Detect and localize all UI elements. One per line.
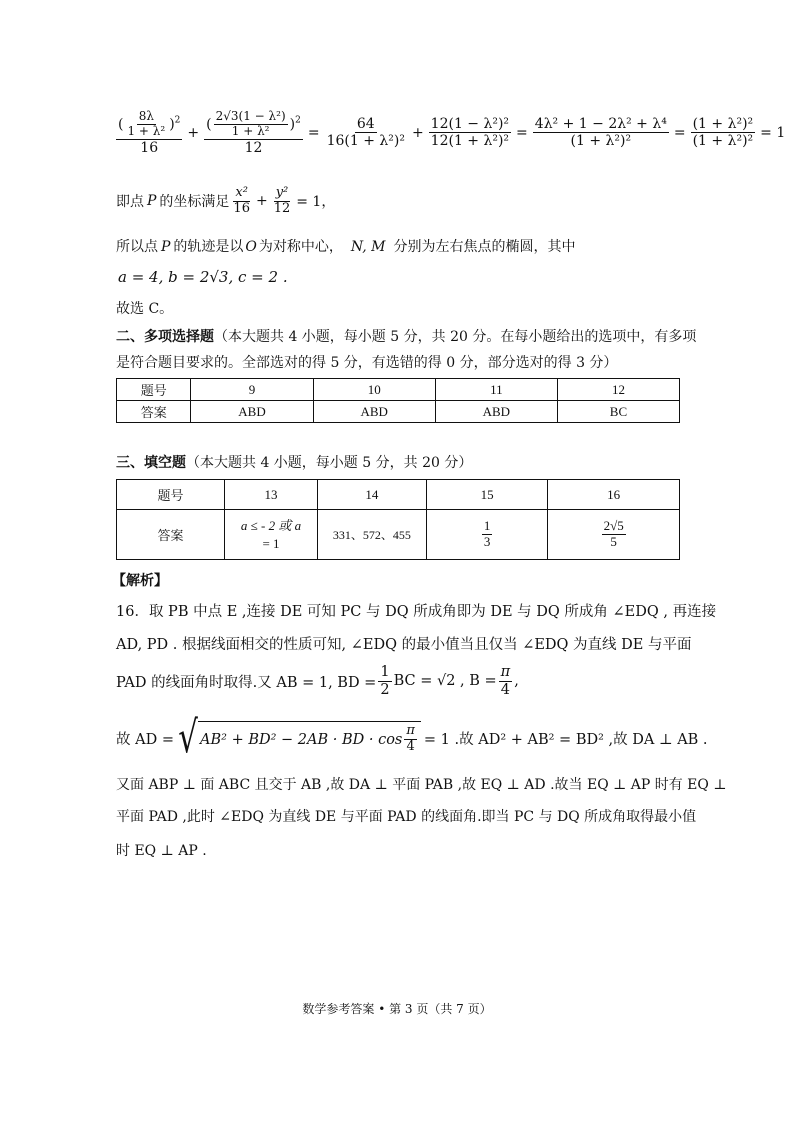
- row-header-label: 题号: [117, 480, 225, 510]
- term1-inner-num: 8λ: [138, 109, 154, 123]
- eq-result: = 1: [760, 124, 786, 141]
- line-locus: [116, 236, 576, 256]
- section2-heading: 二、多项选择题: [116, 329, 214, 345]
- f4-den: (1 + λ²)²: [692, 133, 754, 150]
- section2-desc2: 是符合题目要求的。全部选对的得 5 分，有选错的得 0 分，部分选对的得 3 分）: [116, 355, 618, 371]
- section2-table: [116, 378, 680, 423]
- text: 为对称中心，: [258, 239, 343, 255]
- analysis-p1: 16．取 PB 中点 E ,连接 DE 可知 PC 与 DQ 所成角即为 DE 与 DQ 所成角 ∠EDQ , 再连接: [116, 604, 717, 620]
- text: BC = √2 , B =: [393, 673, 497, 690]
- half-den: 2: [380, 681, 390, 698]
- table-row: [117, 401, 680, 423]
- pi-num: π: [406, 723, 415, 739]
- section3-heading: 三、填空题: [116, 455, 186, 471]
- analysis-p6: 平面 PAD ,此时 ∠EDQ 为直线 DE 与平面 PAD 的线面角.即当 PC 与 DQ 所成角取得最小值: [116, 809, 697, 825]
- row-header-label: 题号: [117, 379, 191, 401]
- q-number: 16: [548, 480, 680, 510]
- q-number: 15: [426, 480, 547, 510]
- q-number: 13: [225, 480, 318, 510]
- answer-cell-13: [225, 510, 318, 560]
- pi-num: π: [500, 664, 511, 680]
- analysis-p5: 又面 ABP ⊥ 面 ABC 且交于 AB ,故 DA ⊥ 平面 PAB ,故 EQ ⊥ AD .故当 EQ ⊥ AP 时有 EQ ⊥: [116, 777, 727, 793]
- table-row: [117, 379, 680, 401]
- a15-num: 1: [483, 518, 491, 534]
- answer-cell: ABD: [435, 401, 557, 423]
- f3-den: (1 + λ²)²: [570, 133, 632, 150]
- term1: ( $\frac{8\lambda}{\text{1 + λ²}}$ )$^2$ 16: [118, 109, 181, 156]
- page-footer: 数学参考答案 • 第 3 页（共 7 页）: [302, 1002, 492, 1016]
- x-num: x²: [235, 185, 248, 200]
- answer-cell-15: [426, 510, 547, 560]
- text: 故 AD =: [116, 731, 174, 748]
- sqrt-expression: √ AB² + BD² − 2AB · BD · cos $\frac{\pi}{4}$: [174, 716, 421, 760]
- y-num: y²: [275, 185, 289, 200]
- line-abc: a = 4, b = 2√3, c = 2 .: [118, 268, 288, 286]
- answer-cell: ABD: [313, 401, 435, 423]
- var-o: O: [245, 239, 257, 255]
- root-body: AB² + BD² − 2AB · BD · cos: [200, 731, 403, 748]
- pi-den: 4: [500, 681, 511, 698]
- text: = 1 .故 AD² + AB² = BD² ,故 DA ⊥ AB .: [423, 731, 708, 748]
- q-number: 10: [313, 379, 435, 401]
- section3-desc: （本大题共 4 小题，每小题 5 分，共 20 分）: [186, 455, 473, 471]
- term1-den: 16: [140, 139, 159, 156]
- text: 分别为左右焦点的椭圆，其中: [393, 239, 576, 255]
- half-num: 1: [380, 664, 390, 680]
- a13-line2: = 1: [262, 535, 280, 551]
- row-answer-label: 答案: [117, 401, 191, 423]
- analysis-p3: [116, 664, 519, 698]
- f2-num: 12(1 − λ²)²: [430, 116, 510, 133]
- q-number: 11: [435, 379, 557, 401]
- section3-table: [116, 479, 680, 560]
- var-p: P: [147, 193, 157, 210]
- text: = 1，: [296, 194, 336, 211]
- text: 的轨迹是以: [173, 239, 244, 255]
- y-den: 12: [273, 200, 291, 216]
- term2-den: 12: [244, 139, 263, 156]
- text: PAD 的线面角时取得.又 AB = 1, BD =: [116, 674, 377, 691]
- analysis-p2: AD, PD . 根据线面相交的性质可知, ∠EDQ 的最小值当且仅当 ∠EDQ 为直线 DE 与平面: [116, 637, 692, 653]
- answer-cell: BC: [557, 401, 679, 423]
- table-row: [117, 480, 680, 510]
- answer-cell-16: [548, 510, 680, 560]
- line-choice: 故选 C。: [116, 301, 174, 317]
- section2-desc1: （本大题共 4 小题，每小题 5 分，共 20 分。在每小题给出的选项中，有多项: [214, 329, 697, 345]
- term2: ( $\frac{\text{2√3(1 − λ²)}}{\text{1 + λ²}}$ )$^2$ 12: [206, 109, 301, 156]
- var-p: P: [161, 239, 171, 255]
- text: 所以点: [116, 239, 158, 255]
- section3-line: [116, 452, 472, 472]
- analysis-p4: [116, 712, 708, 763]
- term2-inner-num: 2√3(1 − λ²): [215, 109, 286, 123]
- a13-line1: a ≤ - 2 或 a: [240, 517, 302, 533]
- line-p-coord: 即点 P 的坐标满足 $\frac{\text{x²}}{16}$ + $\frac{\text{y²}}{12}$ = 1，: [116, 185, 336, 216]
- a16-num: 2√5: [603, 518, 624, 534]
- row-answer-label: 答案: [117, 510, 225, 560]
- answer-cell: ABD: [191, 401, 313, 423]
- f3-num: 4λ² + 1 − 2λ² + λ⁴: [534, 116, 667, 133]
- a16-den: 5: [610, 534, 617, 549]
- equation-top: ( $\frac{8\lambda}{\text{1 + λ²}}$ )$^2$ 16 + ( $\frac{\text{2√3(1 − λ²)}}{\text{1 + λ²}}$ )$^2$ 12 = $\frac{64}{\text{16(1 + λ²)²}}$ + $\frac{\text{12(1 − λ²)²}}{\text{12(1 + λ²)²}}$ = $\frac{\text{4λ² + 1 − 2λ² + λ⁴}}{\text{(1 + λ²)²}}$ = $\frac{\text{(1 + λ²)²}}{\text{(1 + λ²)²}}$ = 1: [118, 109, 786, 156]
- q-number: 14: [317, 480, 426, 510]
- term2-inner-den: 1 + λ²: [231, 123, 270, 138]
- text: 的坐标满足: [159, 194, 230, 211]
- f4-num: (1 + λ²)²: [692, 116, 754, 133]
- f1-den: 16(1 + λ²)²: [326, 133, 405, 150]
- analysis-p7: 时 EQ ⊥ AP .: [116, 843, 207, 859]
- q-number: 12: [557, 379, 679, 401]
- x-den: 16: [233, 200, 250, 216]
- text: ,: [514, 673, 519, 690]
- q-number: 9: [191, 379, 313, 401]
- var-nm: N, M: [350, 239, 386, 255]
- section2-line1: [116, 326, 696, 346]
- f1-num: 64: [356, 116, 375, 133]
- a15-den: 3: [483, 534, 491, 549]
- text: 即点: [116, 194, 144, 211]
- table-row: [117, 510, 680, 560]
- analysis-label: 【解析】: [112, 573, 168, 589]
- term1-inner-den: 1 + λ²: [127, 123, 166, 138]
- answer-cell-14: 331、572、455: [317, 510, 426, 560]
- f2-den: 12(1 + λ²)²: [430, 133, 510, 150]
- pi-den: 4: [406, 739, 415, 754]
